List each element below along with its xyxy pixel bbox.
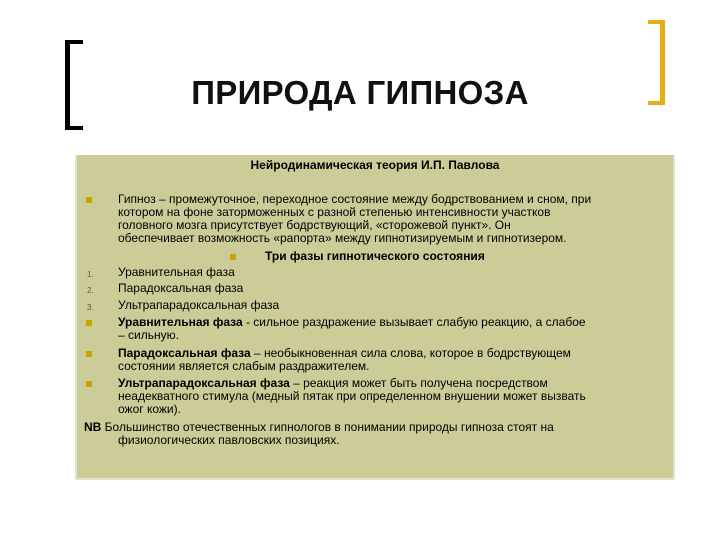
bullet-icon [86, 320, 92, 326]
intro-line-1: Гипноз – промежуточное, переходное состояние между бодрствованием и сном, при [118, 192, 592, 206]
bullet-icon [230, 254, 236, 260]
definition-term: Парадоксальная фаза [118, 346, 251, 360]
phase-item: Ультрапарадоксальная фаза [118, 298, 280, 312]
definition-line [118, 316, 586, 330]
definition-term: Уравнительная фаза [118, 315, 243, 329]
phase-item: Парадоксальная фаза [118, 281, 244, 295]
definition-text: - сильное раздражение вызывает слабую реакцию, а слабое [242, 315, 586, 329]
phases-heading: Три фазы гипнотического состояния [265, 249, 485, 263]
definition-line: состоянии является слабым раздражителем. [118, 359, 370, 373]
content-panel [75, 155, 675, 480]
nb-label: NB [84, 420, 102, 434]
slide-title: ПРИРОДА ГИПНОЗА [191, 74, 529, 111]
bullet-icon [86, 351, 92, 357]
intro-line-2: котором на фоне заторможенных с разной степенью интенсивности участков [118, 205, 551, 219]
definition-text: – реакция может быть получена посредством [289, 376, 548, 390]
list-number: 2. [87, 286, 94, 295]
definition-line: – сильную. [118, 328, 179, 342]
nb-text: Большинство отечественных гипнологов в понимании природы гипноза стоят на [101, 420, 554, 434]
bullet-icon [86, 197, 92, 203]
definition-text: – необыкновенная сила слова, которое в бодрствующем [250, 346, 571, 360]
definition-line: ожог кожи). [118, 402, 181, 416]
definition-line: неадекватного стимула (медный пятак при определенном внушении может вызвать [118, 389, 586, 403]
intro-line-3: головного мозга присутствует бодрствующий, «сторожевой пункт». Он [118, 218, 511, 232]
bullet-icon [86, 381, 92, 387]
content-heading: Нейродинамическая теория И.П. Павлова [250, 158, 500, 172]
list-number: 1. [87, 270, 94, 279]
definition-term: Ультрапарадоксальная фаза [118, 376, 290, 390]
nb-note-line-2: физиологических павловских позициях. [118, 433, 340, 447]
list-number: 3. [87, 303, 94, 312]
intro-line-4: обеспечивает возможность «рапорта» между гипнотизируемым и гипнотизером. [118, 231, 567, 245]
phase-item: Уравнительная фаза [118, 265, 235, 279]
